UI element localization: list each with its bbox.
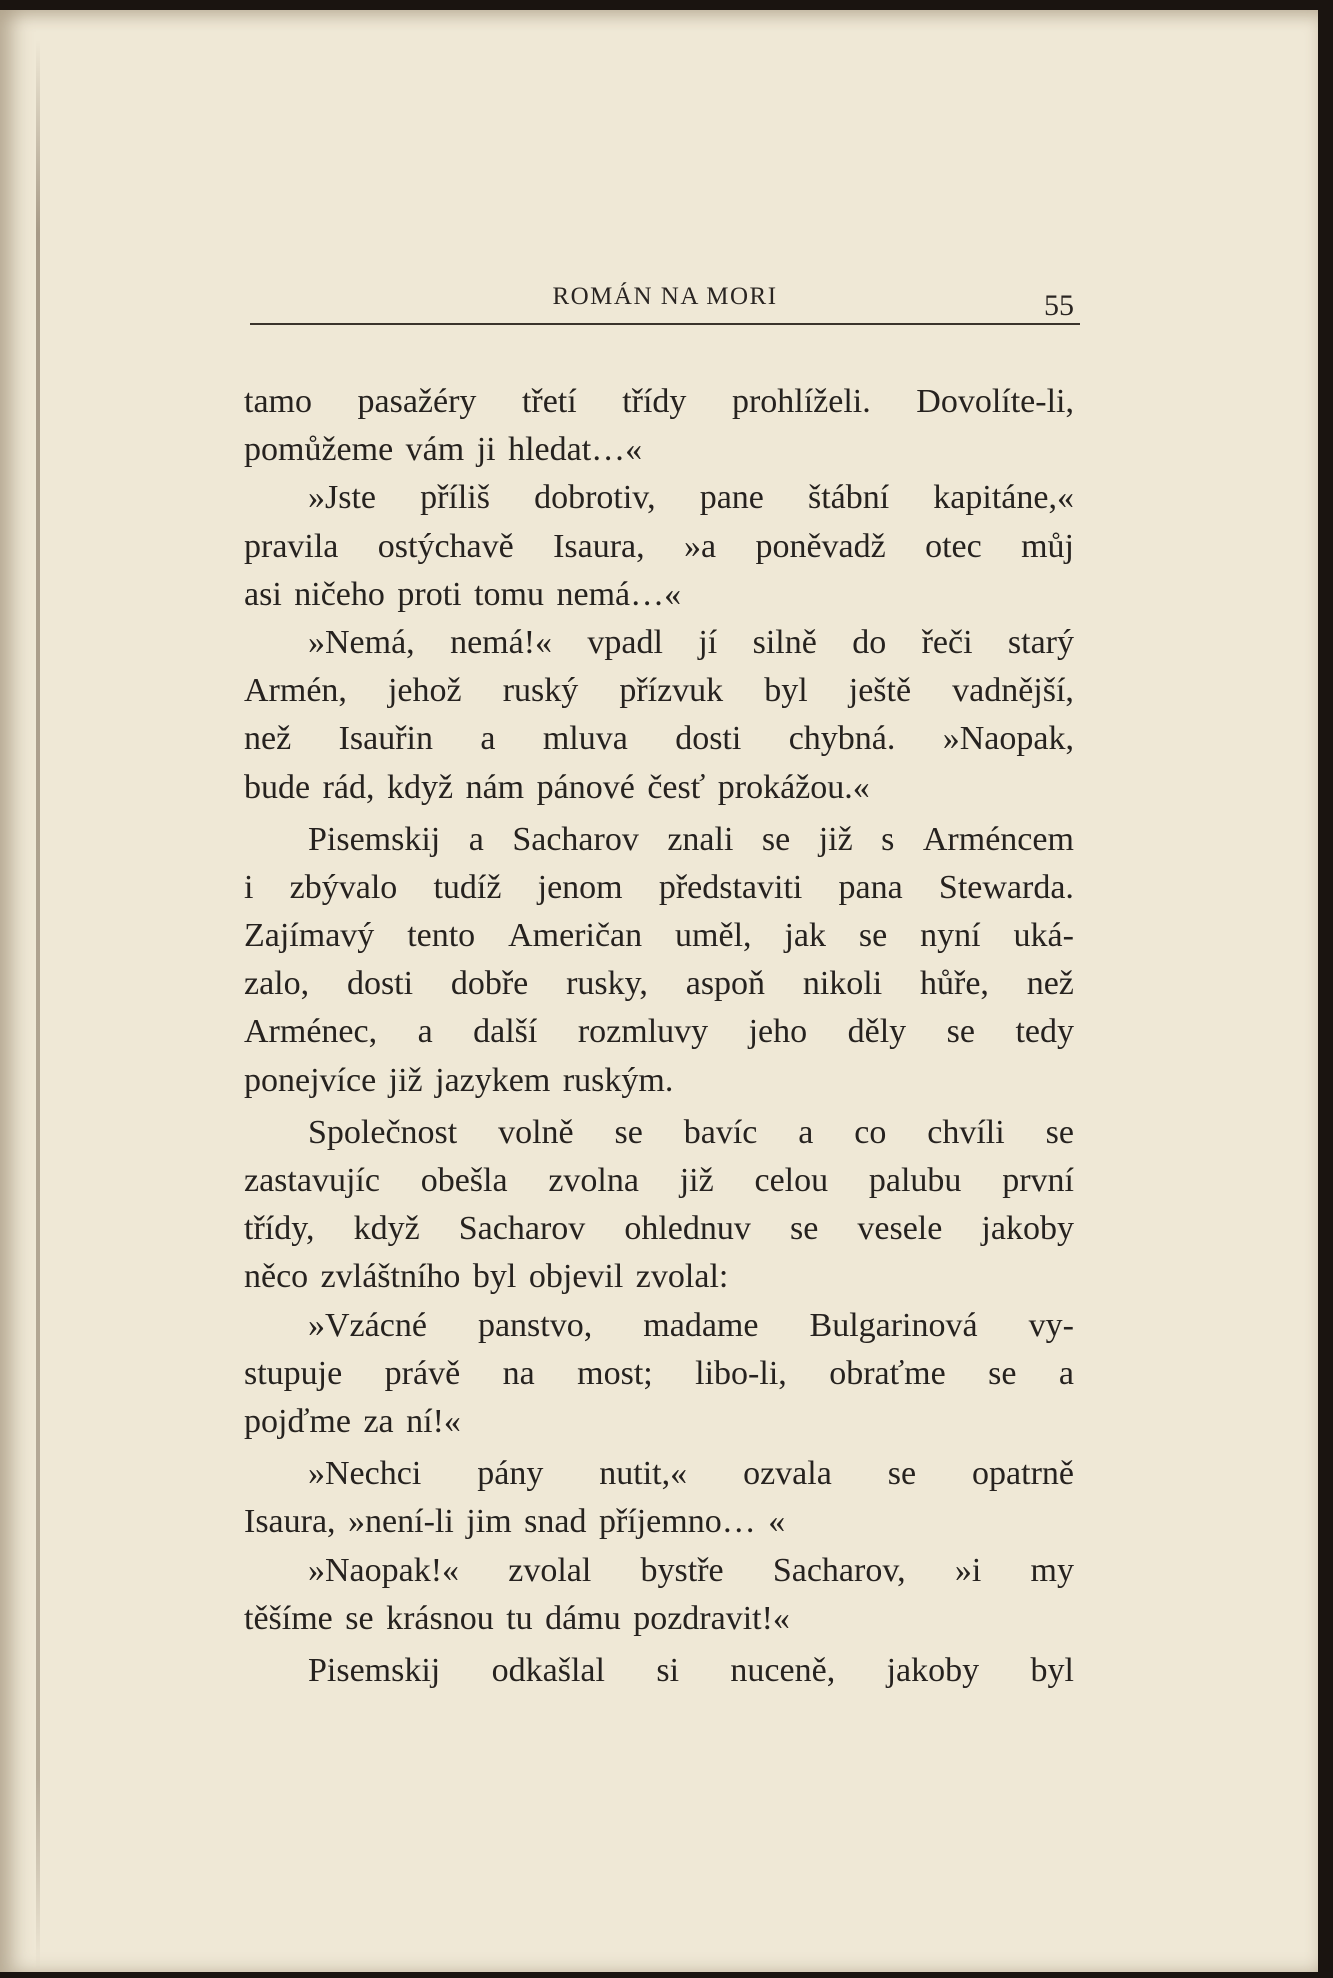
word: a xyxy=(798,1113,814,1151)
word: pasažéry xyxy=(357,383,477,420)
word: se xyxy=(988,1354,1017,1392)
word: se xyxy=(761,820,791,858)
word: zvolal xyxy=(508,1551,592,1589)
text-line xyxy=(244,667,1074,715)
word: i xyxy=(244,868,254,906)
word: zastavujíc xyxy=(244,1162,380,1199)
word: s xyxy=(881,820,895,858)
word: obraťme xyxy=(829,1354,946,1392)
word: jenom xyxy=(537,868,623,906)
word: aspoň xyxy=(685,965,766,1003)
word: a xyxy=(468,820,484,858)
word: do xyxy=(852,623,887,661)
text-line xyxy=(244,1647,1074,1695)
word: ostýchavě xyxy=(377,527,514,565)
word: pane xyxy=(699,479,764,517)
word: vy- xyxy=(1028,1306,1074,1344)
text-line: Isaura, »není-li jim snad příjemno… « xyxy=(244,1503,786,1541)
header-rule xyxy=(250,323,1080,325)
word: tamo xyxy=(244,383,312,420)
word: »a xyxy=(684,527,717,565)
word: hůře, xyxy=(920,965,989,1003)
word: tudíž xyxy=(433,868,502,906)
word: znali xyxy=(667,820,734,858)
word: a xyxy=(417,1013,433,1051)
word: panstvo, xyxy=(477,1306,593,1344)
word: Pisemskij xyxy=(308,1651,441,1689)
word: než xyxy=(244,720,292,758)
word: most; xyxy=(577,1354,653,1392)
word: chvíli xyxy=(927,1113,1005,1151)
running-head: ROMÁN NA MORI xyxy=(552,283,778,310)
word: se xyxy=(887,1455,917,1493)
word: pány xyxy=(477,1455,544,1493)
word: jakoby xyxy=(981,1210,1074,1248)
word: vadnější, xyxy=(952,672,1074,710)
text-line: těšíme se krásnou tu dámu pozdravit!« xyxy=(244,1599,790,1637)
word: starý xyxy=(1007,623,1074,661)
word: Sacharov xyxy=(458,1210,586,1248)
word: nikoli xyxy=(802,965,883,1003)
word: madame xyxy=(643,1306,759,1344)
word: volně xyxy=(498,1113,574,1151)
text-line xyxy=(244,619,1074,667)
text-line xyxy=(244,1109,1074,1157)
word: vpadl xyxy=(587,623,663,661)
word: uměl, xyxy=(675,917,752,955)
word: nuceně, xyxy=(730,1651,836,1689)
word: děly xyxy=(847,1013,907,1051)
word: »Jste xyxy=(308,479,376,517)
text-line xyxy=(244,864,1074,912)
word: Bulgarinová xyxy=(809,1306,978,1344)
word: poněvadž xyxy=(755,527,886,565)
page-header xyxy=(250,275,1080,325)
word: již xyxy=(818,820,853,858)
word: přízvuk xyxy=(619,672,724,710)
word: silně xyxy=(752,623,817,661)
word: pana xyxy=(838,868,903,906)
word: Zajímavý xyxy=(244,917,375,955)
word: třídy, xyxy=(244,1210,315,1248)
word: zbývalo xyxy=(289,868,398,906)
word: opatrně xyxy=(972,1455,1074,1493)
text-line xyxy=(244,715,1074,763)
word: se xyxy=(946,1013,975,1051)
word: další xyxy=(473,1013,538,1051)
text-line xyxy=(244,912,1074,960)
text-line: bude rád, když nám pánové česť prokážou.« xyxy=(244,768,870,806)
word: rozmluvy xyxy=(577,1013,709,1051)
word: se xyxy=(1045,1113,1074,1151)
word: nutit,« xyxy=(599,1455,688,1493)
text-line: pojďme za ní!« xyxy=(244,1402,461,1440)
word: nyní xyxy=(920,917,981,955)
word: »Vzácné xyxy=(308,1306,427,1344)
word: první xyxy=(1002,1162,1074,1199)
page-binding-shadow xyxy=(36,40,40,1970)
word: rusky, xyxy=(566,965,648,1003)
word: prohlíželi. xyxy=(731,383,871,420)
word: jakoby xyxy=(886,1651,980,1689)
text-line xyxy=(244,816,1074,864)
word: jehož xyxy=(387,672,462,710)
word: pravila xyxy=(244,527,339,565)
word: třídy xyxy=(622,383,687,420)
text-line xyxy=(244,1205,1074,1253)
text-line xyxy=(244,474,1074,522)
word: Sacharov, xyxy=(772,1551,906,1589)
word: dosti xyxy=(675,720,742,758)
word: tedy xyxy=(1015,1013,1074,1051)
word: Američan xyxy=(508,917,643,955)
text-line xyxy=(244,378,1074,426)
word: ozvala xyxy=(743,1455,832,1493)
word: Arméncem xyxy=(922,820,1074,858)
word: chybná. xyxy=(788,720,896,758)
word: představiti xyxy=(658,868,803,906)
word: »i xyxy=(954,1551,982,1589)
word: Společnost xyxy=(308,1113,458,1151)
word: odkašlal xyxy=(491,1651,605,1689)
word: tento xyxy=(407,917,476,955)
word: než xyxy=(1026,965,1074,1003)
word: »Naopak, xyxy=(942,720,1074,758)
word: třetí xyxy=(521,383,577,420)
word: zvolna xyxy=(548,1162,639,1199)
word: již xyxy=(679,1162,714,1199)
word: kapitáne,« xyxy=(933,479,1074,517)
text-line: ponejvíce již jazykem ruským. xyxy=(244,1061,674,1099)
word: uká- xyxy=(1013,917,1074,955)
word: ještě xyxy=(848,672,912,710)
word: Stewarda. xyxy=(938,868,1074,906)
word: dobrotiv, xyxy=(534,479,656,517)
word: řeči xyxy=(921,623,973,661)
text-line xyxy=(244,1547,1074,1595)
word: »Naopak!« xyxy=(308,1551,460,1589)
word: mluva xyxy=(542,720,628,758)
word: se xyxy=(789,1210,819,1248)
text-line xyxy=(244,1302,1074,1350)
word: jí xyxy=(698,623,718,661)
word: otec xyxy=(925,527,982,565)
word: »Nechci xyxy=(308,1455,422,1493)
word: libo-li, xyxy=(695,1354,787,1392)
word: Pisemskij xyxy=(308,820,441,858)
word: na xyxy=(502,1354,535,1392)
word: co xyxy=(854,1113,887,1151)
word: zalo, xyxy=(244,965,310,1003)
word: Armén, xyxy=(244,672,347,710)
word: palubu xyxy=(868,1162,962,1199)
word: můj xyxy=(1021,527,1074,565)
text-line: pomůžeme vám ji hledat…« xyxy=(244,431,643,469)
word: a xyxy=(480,720,496,758)
text-line xyxy=(244,960,1074,1008)
word: byl xyxy=(764,672,808,710)
word: Sacharov xyxy=(512,820,639,858)
word: vesele xyxy=(857,1210,943,1248)
word: a xyxy=(1058,1354,1074,1392)
word: bystře xyxy=(640,1551,724,1589)
word: ohlednuv xyxy=(624,1210,751,1248)
word: si xyxy=(656,1651,680,1689)
text-line xyxy=(244,1008,1074,1056)
page-number: 55 xyxy=(1044,289,1074,322)
word: stupuje xyxy=(244,1354,343,1392)
text-line xyxy=(244,523,1074,571)
word: bavíc xyxy=(683,1113,758,1151)
word: jeho xyxy=(748,1013,808,1051)
word: celou xyxy=(754,1162,829,1199)
word: Dovolíte-li, xyxy=(916,383,1074,420)
word: dosti xyxy=(346,965,414,1003)
word: Isaura, xyxy=(553,527,645,565)
word: štábní xyxy=(807,479,890,517)
word: »Nemá, xyxy=(308,623,415,661)
word: Arménec, xyxy=(244,1013,378,1051)
text-line: něco zvláštního byl objevil zvolal: xyxy=(244,1258,729,1296)
word: byl xyxy=(1030,1651,1074,1689)
word: obešla xyxy=(420,1162,508,1199)
book-page xyxy=(0,10,1318,1972)
word: příliš xyxy=(420,479,490,517)
text-line xyxy=(244,1350,1074,1398)
word: jak xyxy=(784,917,826,955)
text-line xyxy=(244,1450,1074,1498)
word: my xyxy=(1030,1551,1074,1589)
text-line: asi ničeho proti tomu nemá…« xyxy=(244,575,682,613)
word: ruský xyxy=(502,672,579,710)
word: se xyxy=(858,917,888,955)
word: nemá!« xyxy=(450,623,553,661)
word: když xyxy=(353,1210,420,1248)
word: se xyxy=(614,1113,643,1151)
word: Isauřin xyxy=(338,720,433,758)
word: dobře xyxy=(450,965,529,1003)
body-text xyxy=(244,378,1074,1695)
text-line xyxy=(244,1157,1074,1205)
word: právě xyxy=(384,1354,461,1392)
